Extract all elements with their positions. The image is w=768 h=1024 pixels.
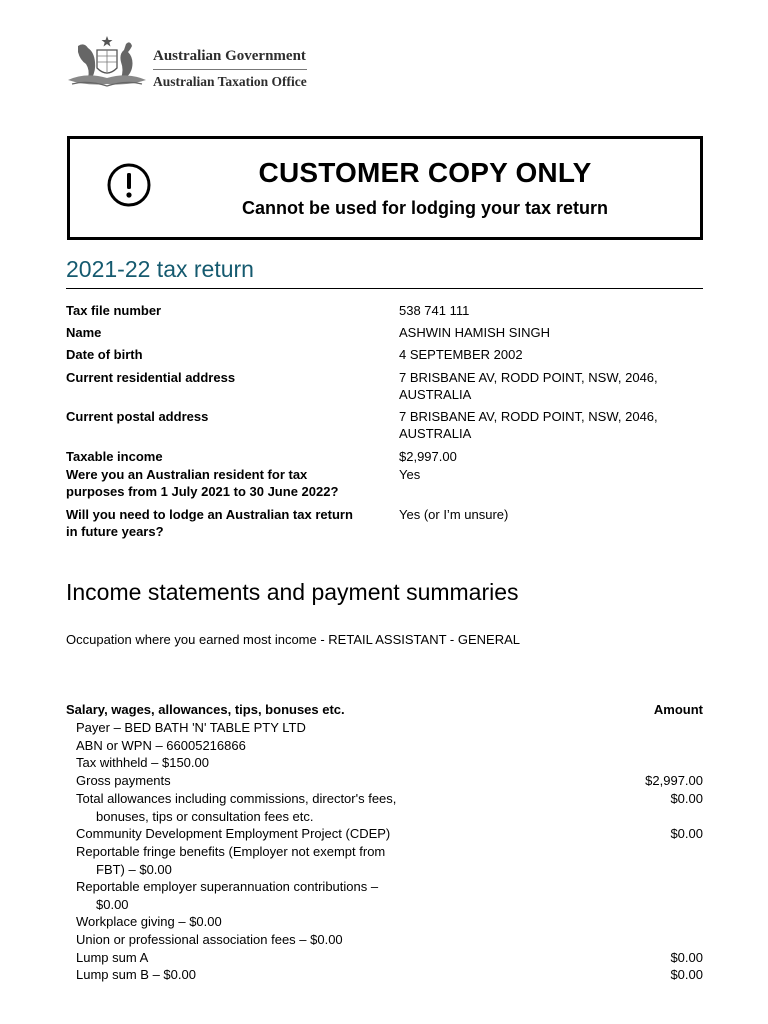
detail-label: Taxable income [66,449,163,464]
line-text: ABN or WPN – 66005216866 [76,738,246,753]
detail-value: ASHWIN HAMISH SINGH [399,325,550,340]
detail-label [66,506,366,540]
line-text: Reportable employer superannuation contributions – [76,879,379,894]
label-line: in future years? [66,524,164,539]
value-line: AUSTRALIA [399,387,472,402]
income-line [76,843,703,878]
gov-line-2: Australian Taxation Office [153,74,307,89]
detail-label [66,466,366,500]
line-amount: $0.00 [670,950,703,965]
line-text: Gross payments [76,773,171,788]
income-line [76,719,703,737]
occupation-text: Occupation where you earned most income - RETAIL ASSISTANT - GENERAL [66,632,520,647]
detail-label: Name [66,325,102,340]
line-text-cont: FBT) – $0.00 [96,861,172,877]
income-line [76,825,703,843]
income-line [76,878,703,913]
detail-value: Yes [399,467,421,482]
income-line [76,772,703,790]
income-line [76,949,703,967]
line-amount: $0.00 [670,791,703,806]
banner-title: CUSTOMER COPY ONLY [258,157,592,188]
line-text: Total allowances including commissions, director's fees, [76,791,397,806]
detail-value: 4 SEPTEMBER 2002 [399,347,523,362]
divider [66,288,703,289]
amount-heading: Amount [653,702,703,717]
line-text: Tax withheld – $150.00 [76,755,209,770]
line-text: Payer – BED BATH 'N' TABLE PTY LTD [76,720,306,735]
value-line: AUSTRALIA [399,426,472,441]
detail-value: Yes (or I’m unsure) [399,507,509,522]
line-text: Community Development Employment Project (CDEP) [76,826,391,841]
income-line [76,737,703,755]
line-text: Lump sum B – $0.00 [76,967,196,982]
line-amount: $0.00 [670,826,703,841]
label-line: purposes from 1 July 2021 to 30 June 2022? [66,484,339,499]
detail-label: Current postal address [66,409,209,424]
gov-line-1: Australian Government [153,48,307,70]
detail-label: Date of birth [66,347,143,362]
detail-label: Tax file number [66,303,162,318]
coat-of-arms-icon [66,34,148,90]
banner-subtitle: Cannot be used for lodging your tax return [241,198,608,218]
label-line: Were you an Australian resident for tax [66,467,308,482]
detail-value: 538 741 111 [399,303,470,318]
line-text: Lump sum A [76,950,149,965]
customer-copy-banner [67,136,703,240]
income-line [76,931,703,949]
detail-value [399,369,699,403]
government-name [153,48,307,90]
detail-value [399,408,699,442]
income-line [76,790,703,825]
return-title: 2021-22 tax return [66,256,254,282]
line-text-cont: bonuses, tips or consultation fees etc. [96,808,314,824]
income-heading: Salary, wages, allowances, tips, bonuses etc. [66,702,345,717]
income-line [76,966,703,984]
line-text: Union or professional association fees – $0.00 [76,932,343,947]
line-text-cont: $0.00 [96,896,129,912]
value-line: 7 BRISBANE AV, RODD POINT, NSW, 2046, [399,370,658,385]
label-line: Will you need to lodge an Australian tax return [66,507,353,522]
income-table-header [66,702,703,717]
line-text: Workplace giving – $0.00 [76,914,222,929]
line-text: Reportable fringe benefits (Employer not exempt from [76,844,386,859]
ato-logo [66,34,316,92]
income-line [76,754,703,772]
detail-value: $2,997.00 [399,449,457,464]
line-amount: $0.00 [670,967,703,982]
line-amount: $2,997.00 [645,773,703,788]
income-line [76,913,703,931]
detail-label: Current residential address [66,370,236,385]
value-line: 7 BRISBANE AV, RODD POINT, NSW, 2046, [399,409,658,424]
income-section-title: Income statements and payment summaries [66,579,519,605]
